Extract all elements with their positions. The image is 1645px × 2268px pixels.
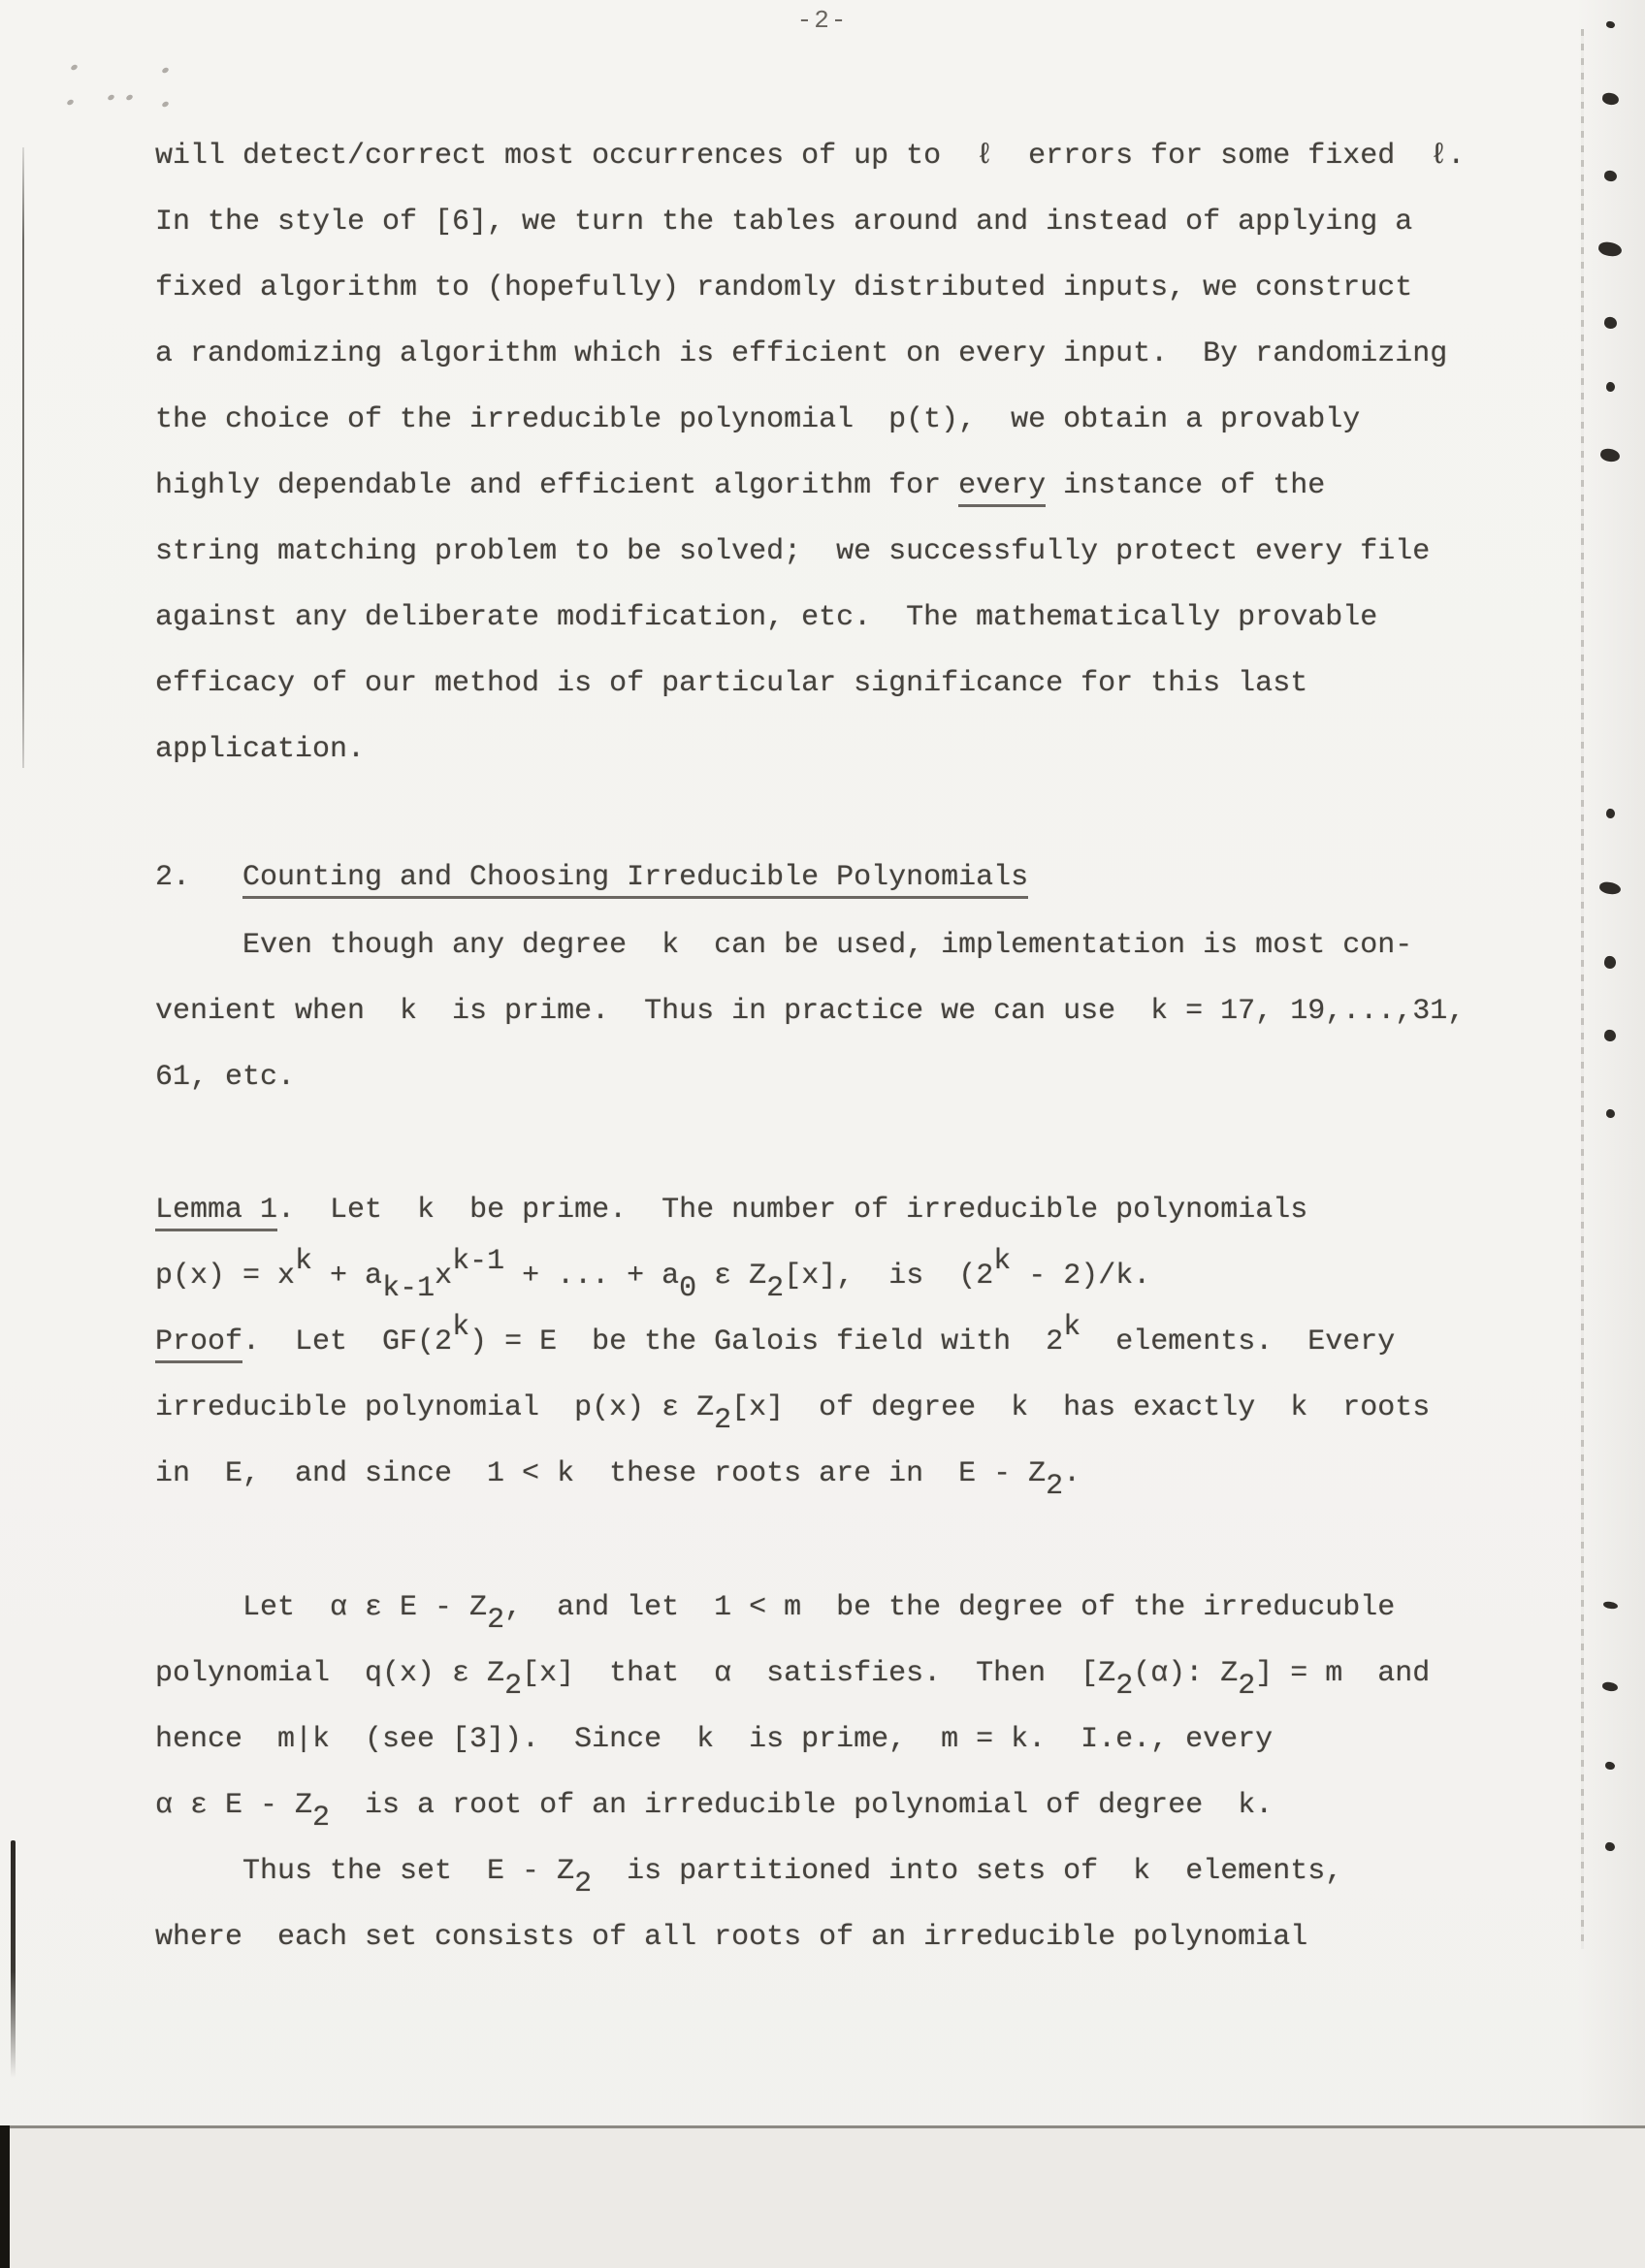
text-line: Thus the set E - Z2 is partitioned into sets of k elements,: [155, 1855, 1343, 1901]
text-line: will detect/correct most occurrences of up to ℓ errors for some fixed ℓ.: [155, 140, 1466, 173]
edge-mark: [1599, 448, 1621, 463]
paragraph-proof-continued: [155, 1575, 1430, 1970]
edge-mark: [1603, 170, 1617, 182]
text-line: venient when k is prime. Thus in practice we can use k = 17, 19,...,31,: [155, 995, 1466, 1028]
text-line: string matching problem to be solved; we successfully protect every file: [155, 535, 1431, 568]
edge-mark: [1603, 1029, 1617, 1042]
text-line: 2. Counting and Choosing Irreducible Polynomials: [155, 845, 1028, 910]
edge-mark: [1605, 1108, 1615, 1118]
edge-mark: [1601, 1681, 1618, 1692]
edge-mark: [1603, 955, 1617, 970]
text-line: application.: [155, 733, 366, 766]
text-line: Proof. Let GF(2k) = E be the Galois field with 2k elements. Every: [155, 1309, 1430, 1375]
scan-artifact-page-bottom-edge: [0, 2125, 1645, 2268]
edge-mark: [1604, 1841, 1615, 1851]
text-line: p(x) = xk + ak-1xk-1 + ... + a0 ε Z2[x], is (2k - 2)/k.: [155, 1245, 1151, 1305]
speck: [125, 94, 134, 102]
edge-mark: [1605, 808, 1615, 818]
text-line: 61, etc.: [155, 1061, 296, 1094]
edge-mark: [1601, 92, 1620, 106]
text-line: efficacy of our method is of particular significance for this last: [155, 667, 1308, 700]
text-line: In the style of [6], we turn the tables around and instead of applying a: [155, 206, 1413, 239]
edge-mark: [1605, 381, 1615, 392]
text-line: irreducible polynomial p(x) ε Z2[x] of degree k has exactly k roots: [155, 1391, 1431, 1437]
paragraph-degree-choice: [155, 912, 1465, 1110]
paragraph-intro: [155, 123, 1465, 783]
text-line: highly dependable and efficient algorithm for every instance of the: [155, 453, 1465, 519]
text-line: α ε E - Z2 is a root of an irreducible polynomial of degree k.: [155, 1789, 1274, 1835]
text-line: the choice of the irreducible polynomial p(t), we obtain a provably: [155, 403, 1361, 436]
speck: [70, 64, 79, 72]
edge-mark: [1598, 881, 1621, 896]
text-line: a randomizing algorithm which is efficient on every input. By randomizing: [155, 337, 1448, 370]
text-line: against any deliberate modification, etc. The mathematically provable: [155, 601, 1378, 634]
edge-mark: [1602, 1601, 1618, 1610]
scan-artifact-corner-block: [0, 2125, 10, 2268]
section-heading: [155, 845, 1028, 910]
lemma-block: [155, 1177, 1430, 1507]
text-line: Lemma 1. Let k be prime. The number of irreducible polynomials: [155, 1177, 1430, 1243]
text-line: polynomial q(x) ε Z2[x] that α satisfies. Then [Z2(α): Z2] = m and: [155, 1657, 1431, 1703]
text-line: Even though any degree k can be used, implementation is most con-: [155, 929, 1413, 962]
text-line: hence m|k (see [3]). Since k is prime, m = k. I.e., every: [155, 1723, 1274, 1756]
speck: [161, 67, 170, 75]
text-line: fixed algorithm to (hopefully) randomly distributed inputs, we construct: [155, 272, 1413, 304]
speck: [107, 94, 115, 102]
text-line: in E, and since 1 < k these roots are in E - Z2.: [155, 1457, 1081, 1503]
speck: [161, 101, 170, 109]
text-line: Let α ε E - Z2, and let 1 < m be the degree of the irreducuble: [155, 1591, 1396, 1637]
edge-mark: [1597, 240, 1623, 257]
edge-mark: [1603, 316, 1618, 330]
speck: [66, 99, 75, 107]
scan-artifact-left-line: [22, 147, 24, 768]
text-line: where each set consists of all roots of an irreducible polynomial: [155, 1921, 1308, 1954]
edge-mark: [1604, 1761, 1615, 1770]
page-number: -2-: [796, 6, 849, 35]
scan-artifact-torn-edge: [1581, 29, 1584, 1949]
scan-artifact-bottom-streak: [11, 1840, 16, 2078]
